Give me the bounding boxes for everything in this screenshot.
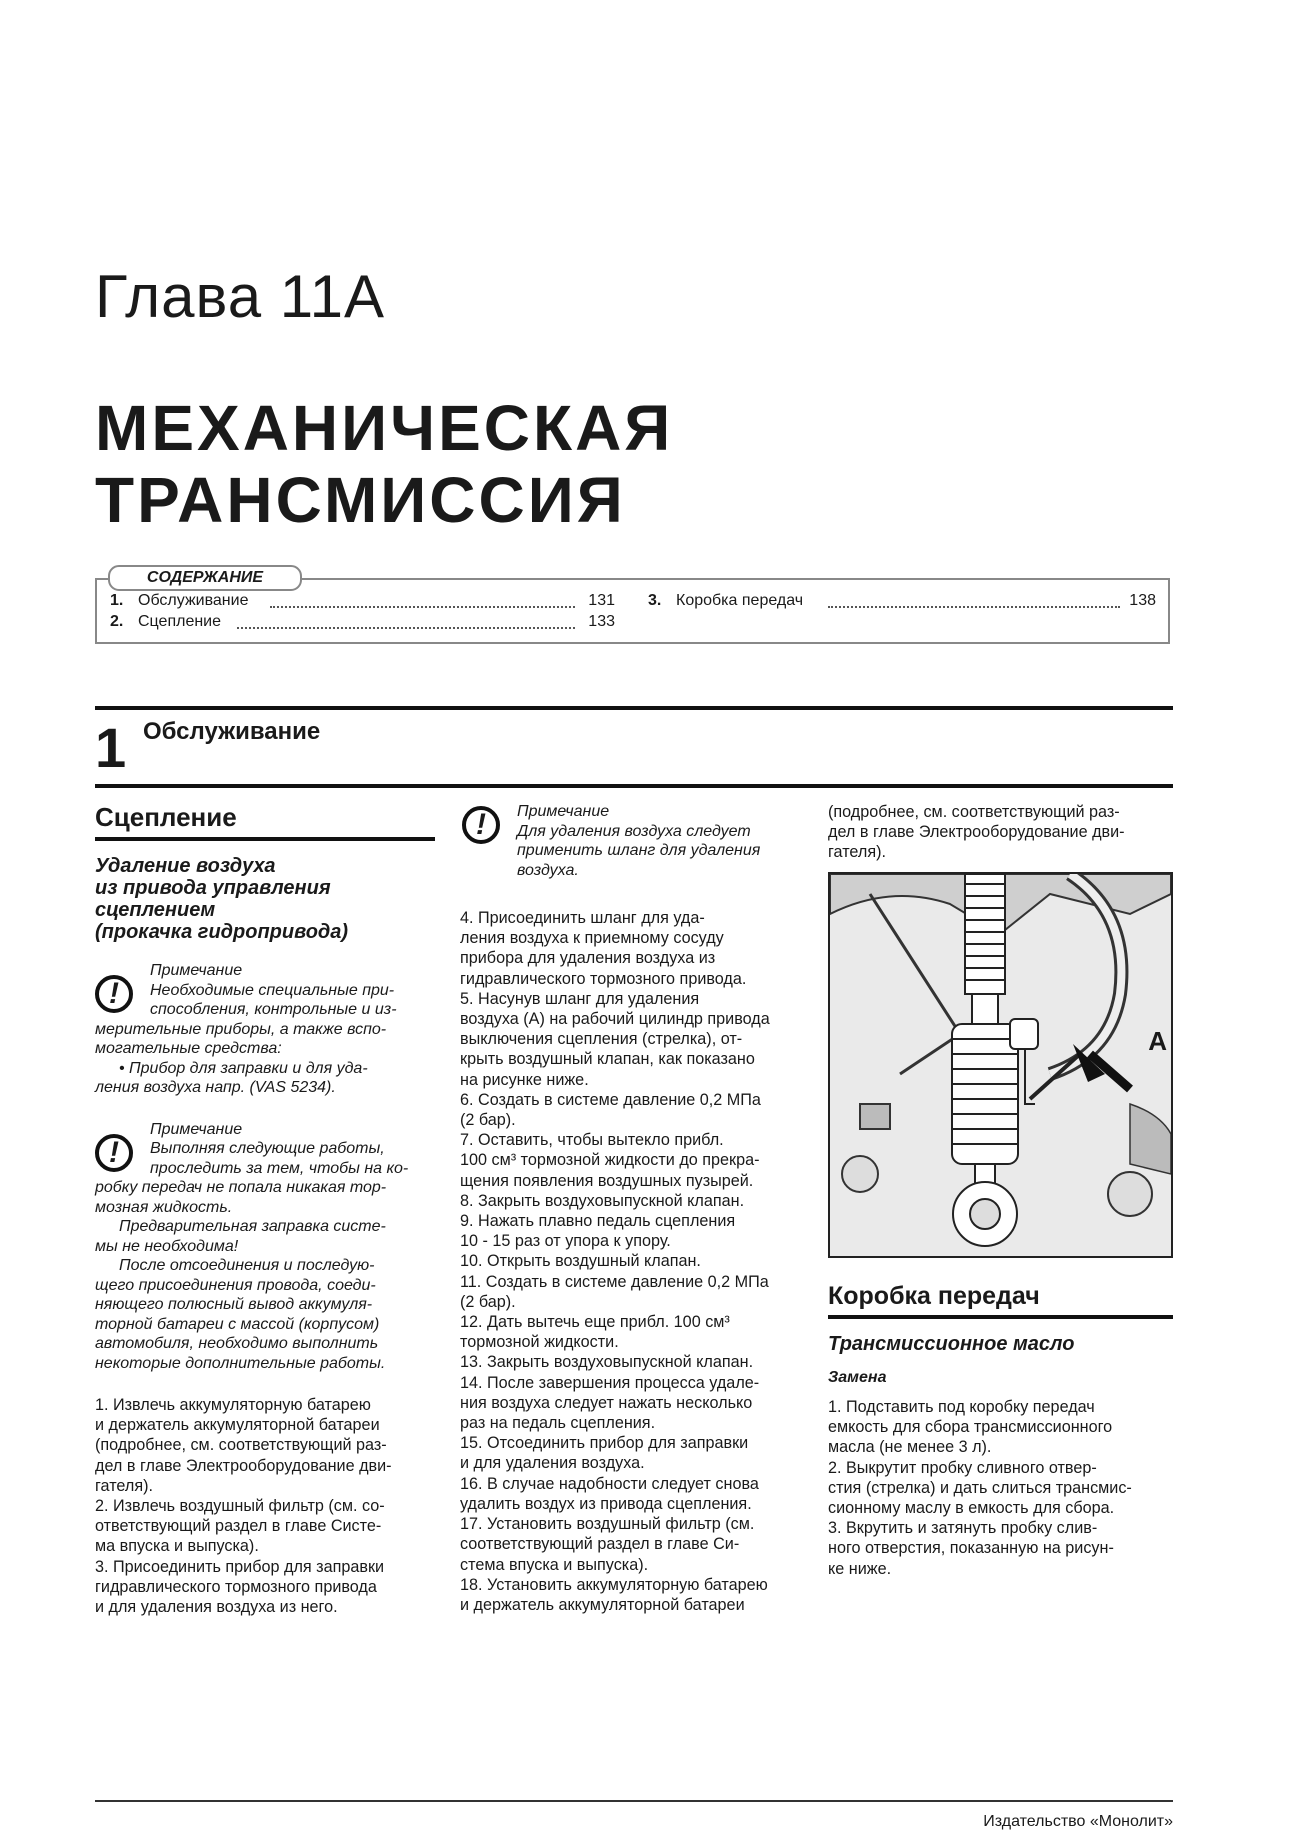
step-line: дел в главе Электрооборудование дви- [95,1456,392,1475]
note-line: робку передач не попала никакая тор- [95,1179,387,1196]
toc-leader [270,606,575,608]
step-line: 4. Присоединить шланг для уда- [460,909,705,927]
footer-rule [95,1800,1173,1802]
heading-underline [95,837,435,841]
subheading-oil: Трансмиссионное масло [828,1333,1075,1355]
toc-page: 133 [588,613,615,630]
step-line: ного отверстия, показанную на рисун- [828,1539,1114,1558]
heading-underline [828,1315,1173,1319]
step-line: 5. Насунув шланг для удаления [460,989,700,1008]
step-line: 12. Дать вытечь еще прибл. 100 см³ [460,1313,730,1332]
note-bullet: • Прибор для заправки и для уда- [119,1059,368,1077]
note-bullet: ления воздуха напр. (VAS 5234). [95,1079,336,1096]
step-line: (2 бар). [460,1111,516,1130]
step-line: 3. Вкрутить и затянуть пробку слив- [828,1519,1098,1538]
step-line: емкость для сбора трансмиссионного [828,1418,1113,1437]
heading-gearbox: Коробка передач [828,1282,1040,1310]
note-line: торной батареи с массой (корпусом) [95,1315,380,1333]
section-number: 1 [95,716,127,779]
intro-text [828,802,1173,863]
step-line: 10. Открыть воздушный клапан. [460,1252,701,1271]
step-line: гателя). [828,843,886,862]
step-line: 17. Установить воздушный фильтр (см. [460,1515,755,1534]
step-line: щения появления воздушных пузырей. [460,1171,754,1190]
step-line: соответствующий раздел в главе Си- [460,1535,740,1554]
toc-leader [237,627,575,629]
step-line: 15. Отсоединить прибор для заправки [460,1434,749,1453]
note-line: применить шланг для удаления [517,842,761,859]
step-line: (подробнее, см. соответствующий раз- [828,803,1120,821]
step-line: и держатель аккумуляторной батареи [460,1595,745,1614]
title-line-2: ТРАНСМИССИЯ [95,464,626,536]
column-3 [828,802,1173,863]
step-line: и для удаления воздуха из него. [95,1598,338,1617]
note-line: мозная жидкость. [95,1198,233,1216]
step-line: прибора для удаления воздуха из [460,949,716,968]
step-line: на рисунке ниже. [460,1070,589,1089]
note-label: Примечание [517,803,610,820]
step-line: масла (не менее 3 л). [828,1438,992,1457]
note-block-cont [95,1178,435,1373]
note-label: Примечание [150,1120,243,1138]
note-line: Для удаления воздуха следует [517,822,751,840]
step-line: 1. Подставить под коробку передач [828,1398,1095,1416]
section-title: Обслуживание [143,718,321,745]
toc-num: 3. [648,592,662,609]
heading-clutch: Сцепление [95,802,237,832]
column-2 [460,802,805,1615]
clutch-bleeding-figure [828,872,1173,1258]
step-line: стия (стрелка) и дать слиться трансмис- [828,1478,1132,1497]
step-line: 3. Присоединить прибор для заправки [95,1557,385,1576]
note-line: После отсоединения и последую- [119,1257,375,1274]
subheading-line: Удаление воздуха [95,855,276,877]
note-line: способления, контрольные и из- [150,1001,397,1018]
clutch-cylinder-illustration [830,874,1171,1256]
oil-steps [828,1397,1173,1579]
step-line: и для удаления воздуха. [460,1454,645,1473]
section-rule-top [95,706,1173,710]
note-line: проследить за тем, чтобы на ко- [150,1159,409,1177]
toc-num: 2. [110,613,124,630]
step-line: дел в главе Электрооборудование дви- [828,823,1125,842]
step-line: 13. Закрыть воздуховыпускной клапан. [460,1353,754,1372]
subheading-line: сцеплением [95,899,216,921]
note-label: Примечание [150,962,243,979]
step-line: 18. Установить аккумуляторную батарею [460,1575,768,1594]
step-line: тормозной жидкости. [460,1333,619,1352]
note-line: няющего полюсный вывод аккумуля- [95,1296,373,1313]
figure-label-a: A [1148,1026,1167,1056]
note-line: Необходимые специальные при- [150,981,395,999]
step-line: сионному маслу в емкость для сбора. [828,1499,1115,1518]
note-block [95,961,435,1020]
chapter-label: Глава 11А [95,263,386,330]
step-line: 10 - 15 раз от упора к упору. [460,1232,671,1251]
exclamation-icon: ! [95,1134,133,1172]
chapter-title [95,392,673,536]
step-line: ления воздуха к приемному сосуду [460,929,724,948]
step-line: 14. После завершения процесса удале- [460,1373,760,1392]
column-3-lower [828,1282,1173,1579]
toc-label: Коробка передач [676,592,804,609]
step-line: 100 см³ тормозной жидкости до прекра- [460,1151,760,1170]
section-rule-bottom [95,784,1173,788]
toc-label: Обслуживание [138,592,249,609]
steps-4-18 [460,908,805,1615]
step-line: 9. Нажать плавно педаль сцепления [460,1212,736,1231]
note-line: Предварительная заправка систе- [119,1218,386,1235]
exclamation-icon: ! [462,806,500,844]
note-line: Выполняя следующие работы, [150,1140,385,1157]
note-line: мерительные приборы, а также вспо- [95,1020,387,1038]
step-line: воздуха (А) на рабочий цилиндр привода [460,1010,770,1029]
note-block-cont [95,1020,435,1098]
step-line: 2. Выкрутит пробку сливного отвер- [828,1458,1097,1477]
toc-num: 1. [110,592,124,609]
note-line: некоторые дополнительные работы. [95,1354,386,1372]
note-line: воздуха. [517,861,579,879]
step-line: (2 бар). [460,1292,516,1311]
note-line: мы не необходима! [95,1237,239,1255]
column-1 [95,802,435,1617]
step-line: крыть воздушный клапан, как показано [460,1050,755,1069]
toc-page: 138 [1129,592,1156,609]
step-line: раз на педаль сцепления. [460,1414,656,1433]
step-line: 16. В случае надобности следует снова [460,1474,759,1493]
step-line: удалить воздух из привода сцепления. [460,1494,752,1513]
step-line: ния воздуха следует нажать несколько [460,1393,753,1412]
step-line: 8. Закрыть воздуховыпускной клапан. [460,1191,745,1210]
step-line: ответствующий раздел в главе Систе- [95,1517,382,1536]
step-line: гидравлического тормозного привода. [460,969,747,988]
subheading-line: (прокачка гидропривода) [95,921,349,943]
note-line: щего присоединения провода, соеди- [95,1276,376,1294]
step-line: (подробнее, см. соответствующий раз- [95,1436,387,1455]
toc-page: 131 [588,592,615,609]
note-block [460,802,805,880]
toc-leader [828,606,1120,608]
toc-label: Сцепление [138,613,222,630]
note-line: могательные средства: [95,1040,282,1057]
step-line: гателя). [95,1476,153,1495]
step-line: 2. Извлечь воздушный фильтр (см. со- [95,1497,385,1516]
step-line: 1. Извлечь аккумуляторную батарею [95,1396,371,1414]
note-block [95,1120,435,1179]
title-line-1: МЕХАНИЧЕСКАЯ [95,392,674,464]
step-line: 6. Создать в системе давление 0,2 МПа [460,1090,761,1109]
step-line: 11. Создать в системе давление 0,2 МПа [460,1272,769,1291]
note-line: автомобиля, необходимо выполнить [95,1335,379,1352]
toc-tab: СОДЕРЖАНИЕ [108,565,302,591]
subheading-bleeding [95,855,435,943]
exclamation-icon: ! [95,975,133,1013]
step-line: ке ниже. [828,1559,892,1578]
subsubheading-replace: Замена [828,1369,887,1386]
step-line: выключения сцепления (стрелка), от- [460,1030,743,1049]
step-line: ма впуска и выпуска). [95,1537,259,1556]
steps-1-3 [95,1395,435,1617]
step-line: 7. Оставить, чтобы вытекло прибл. [460,1131,724,1150]
step-line: и держатель аккумуляторной батареи [95,1416,380,1435]
step-line: стема впуска и выпуска). [460,1555,649,1574]
step-line: гидравлического тормозного привода [95,1577,377,1596]
subheading-line: из привода управления [95,877,331,899]
publisher-footer: Издательство «Монолит» [983,1813,1173,1830]
